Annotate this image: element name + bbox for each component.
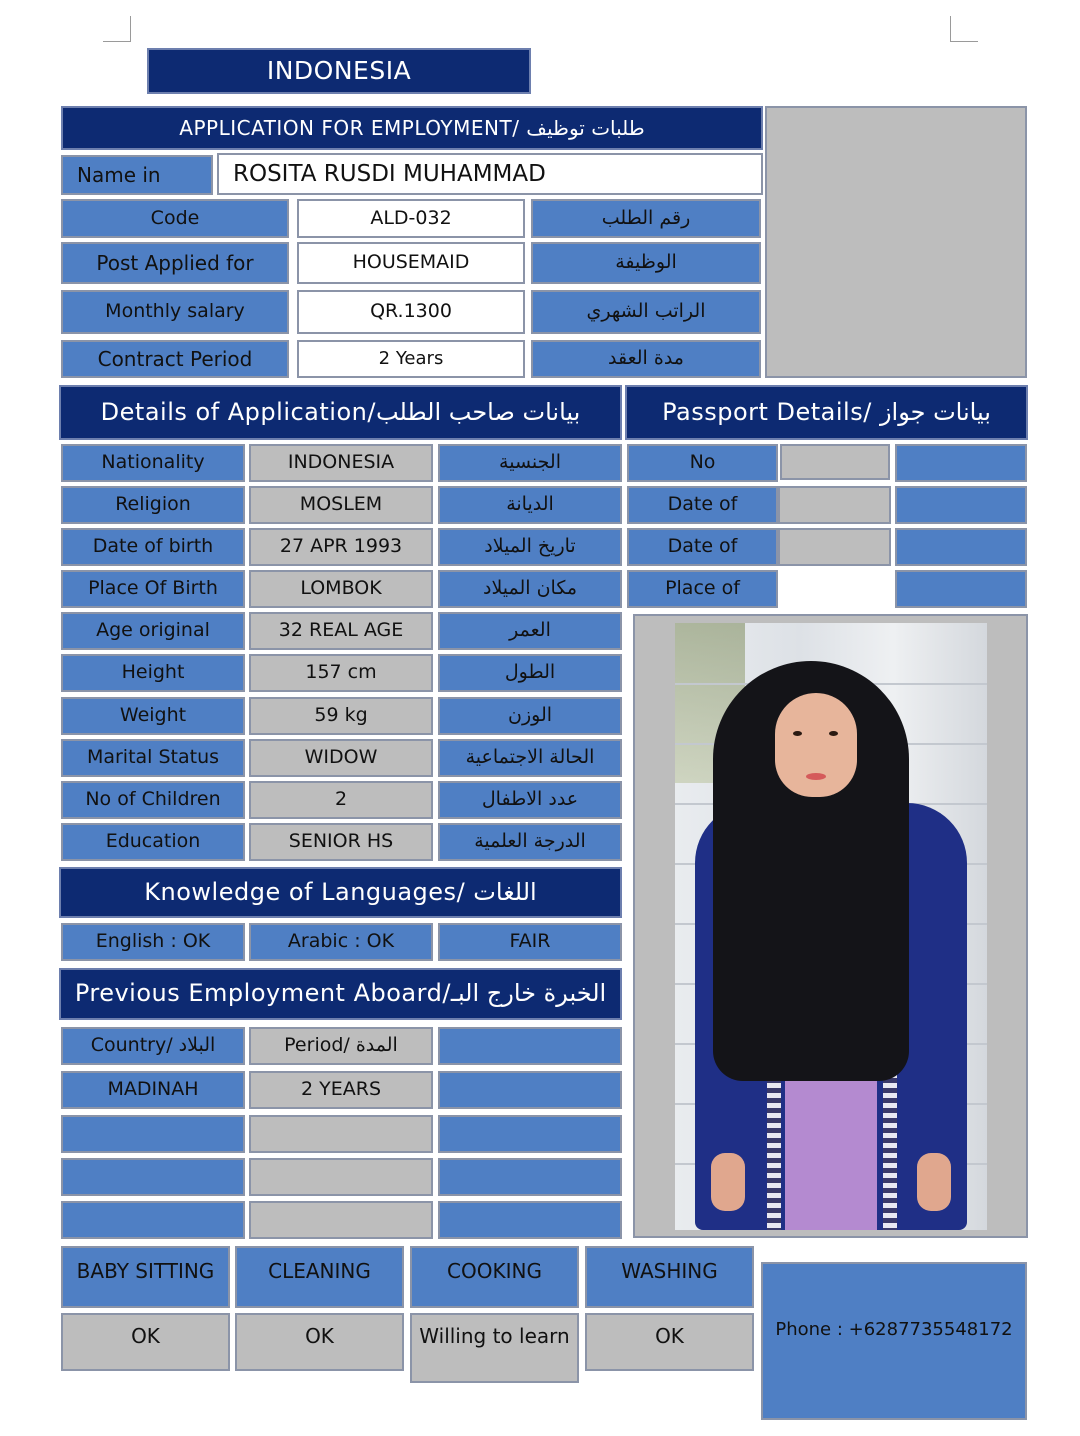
form-title: APPLICATION FOR EMPLOYMENT/ طلبات توظيف <box>61 106 763 150</box>
detail-arabic-label: الطول <box>438 654 622 692</box>
employment-country <box>61 1201 245 1239</box>
detail-arabic-label: الجنسية <box>438 444 622 482</box>
passport-expiry-date-arabic <box>895 528 1027 566</box>
employment-country: MADINAH <box>61 1071 245 1109</box>
detail-arabic-label: الوزن <box>438 697 622 735</box>
skill-name: COOKING <box>410 1246 579 1308</box>
detail-value: MOSLEM <box>249 486 433 524</box>
detail-label: Weight <box>61 697 245 735</box>
skill-name: CLEANING <box>235 1246 404 1308</box>
passport-place-value <box>778 570 891 608</box>
skill-status: OK <box>585 1313 754 1371</box>
passport-expiry-date-value <box>778 528 891 566</box>
detail-label: Nationality <box>61 444 245 482</box>
detail-arabic-label: مكان الميلاد <box>438 570 622 608</box>
contract-value: 2 Years <box>297 340 525 378</box>
employment-extra <box>438 1071 622 1109</box>
detail-value: 32 REAL AGE <box>249 612 433 650</box>
skill-status: Willing to learn <box>410 1313 579 1383</box>
detail-label: Age original <box>61 612 245 650</box>
detail-arabic-label: العمر <box>438 612 622 650</box>
employment-extra-header <box>438 1027 622 1065</box>
employment-period <box>249 1158 433 1196</box>
skill-name: WASHING <box>585 1246 754 1308</box>
detail-arabic-label: الحالة الاجتماعية <box>438 739 622 777</box>
name-value: ROSITA RUSDI MUHAMMAD <box>217 153 763 195</box>
employment-country <box>61 1158 245 1196</box>
contract-arabic-label: مدة العقد <box>531 340 761 378</box>
salary-value: QR.1300 <box>297 290 525 334</box>
passport-issue-date-value <box>778 486 891 524</box>
passport-heading: Passport Details/ بيانات جواز <box>625 385 1028 440</box>
detail-label: Education <box>61 823 245 861</box>
detail-label: Marital Status <box>61 739 245 777</box>
skill-status: OK <box>61 1313 230 1371</box>
passport-place-arabic <box>895 570 1027 608</box>
passport-number-arabic <box>895 444 1027 482</box>
phone-number: Phone : +6287735548172 <box>761 1262 1027 1420</box>
post-value: HOUSEMAID <box>297 242 525 284</box>
detail-arabic-label: تاريخ الميلاد <box>438 528 622 566</box>
page-corner-mark <box>103 16 131 42</box>
employment-period-header: Period/ المدة <box>249 1027 433 1065</box>
languages-heading: Knowledge of Languages/ اللغات <box>59 867 622 918</box>
language-fluency: FAIR <box>438 923 622 961</box>
name-label: Name in <box>61 155 213 195</box>
employment-period <box>249 1201 433 1239</box>
detail-value: WIDOW <box>249 739 433 777</box>
detail-value: SENIOR HS <box>249 823 433 861</box>
post-label: Post Applied for <box>61 242 289 284</box>
details-heading: Details of Application/بيانات صاحب الطلب <box>59 385 622 440</box>
salary-arabic-label: الراتب الشهري <box>531 290 761 334</box>
detail-arabic-label: عدد الاطفال <box>438 781 622 819</box>
employment-country <box>61 1115 245 1153</box>
detail-value: LOMBOK <box>249 570 433 608</box>
code-label: Code <box>61 199 289 238</box>
employment-extra <box>438 1115 622 1153</box>
page-corner-mark <box>950 16 978 42</box>
arabic-level: Arabic : OK <box>249 923 433 961</box>
portrait-photo-placeholder <box>765 106 1027 378</box>
detail-value: 157 cm <box>249 654 433 692</box>
full-body-photo <box>675 623 987 1230</box>
detail-value: 2 <box>249 781 433 819</box>
detail-value: 27 APR 1993 <box>249 528 433 566</box>
employment-period: 2 YEARS <box>249 1071 433 1109</box>
employment-extra <box>438 1158 622 1196</box>
detail-arabic-label: الدرجة العلمية <box>438 823 622 861</box>
detail-value: 59 kg <box>249 697 433 735</box>
post-arabic-label: الوظيفة <box>531 242 761 284</box>
passport-number-value <box>780 444 890 480</box>
skill-status: OK <box>235 1313 404 1371</box>
passport-issue-date-label: Date of <box>627 486 778 524</box>
passport-expiry-date-label: Date of <box>627 528 778 566</box>
detail-label: Place Of Birth <box>61 570 245 608</box>
passport-number-label: No <box>627 444 778 482</box>
passport-issue-date-arabic <box>895 486 1027 524</box>
employment-country-header: Country/ البلاد <box>61 1027 245 1065</box>
detail-label: Religion <box>61 486 245 524</box>
passport-place-label: Place of <box>627 570 778 608</box>
country-banner: INDONESIA <box>147 48 531 94</box>
english-level: English : OK <box>61 923 245 961</box>
salary-label: Monthly salary <box>61 290 289 334</box>
skill-name: BABY SITTING <box>61 1246 230 1308</box>
employment-extra <box>438 1201 622 1239</box>
detail-label: No of Children <box>61 781 245 819</box>
code-value: ALD-032 <box>297 199 525 238</box>
detail-label: Date of birth <box>61 528 245 566</box>
code-arabic-label: رقم الطلب <box>531 199 761 238</box>
detail-arabic-label: الديانة <box>438 486 622 524</box>
employment-period <box>249 1115 433 1153</box>
detail-value: INDONESIA <box>249 444 433 482</box>
contract-label: Contract Period <box>61 340 289 378</box>
detail-label: Height <box>61 654 245 692</box>
employment-heading: Previous Employment Aboard/الخبرة خارج البـ <box>59 968 622 1020</box>
